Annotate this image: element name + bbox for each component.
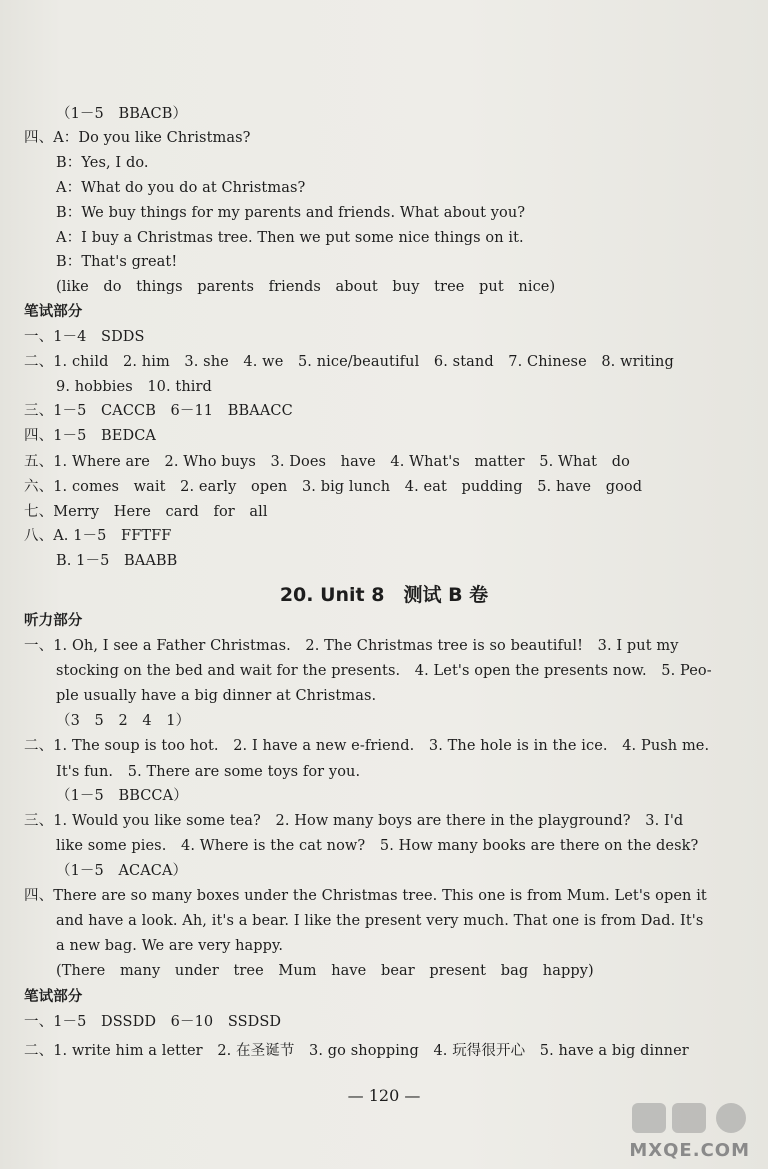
text-line: It's fun. 5. There are some toys for you. xyxy=(56,764,361,780)
text-line: 二、1. child 2. him 3. she 4. we 5. nice/beautiful 6. stand 7. Chinese 8. writing xyxy=(24,354,674,370)
text-line: B：That's great! xyxy=(56,254,178,270)
text-line: 一、1. Oh, I see a Father Christmas. 2. The Christmas tree is so beautiful! 3. I put my xyxy=(24,638,679,654)
text-line: 四、There are so many boxes under the Christmas tree. This one is from Mum. Let's open it xyxy=(24,888,707,904)
text-line: 三、1－5 CACCB 6－11 BBAACC xyxy=(24,403,293,419)
section-title: 20. Unit 8 测试 B 卷 xyxy=(279,584,489,606)
text-line: stocking on the bed and wait for the presents. 4. Let's open the presents now. 5. Peo- xyxy=(56,663,712,679)
section-heading: 听力部分 xyxy=(24,613,83,629)
text-line: ple usually have a big dinner at Christmas. xyxy=(56,688,377,704)
text-line: （1－5 ACACA） xyxy=(56,863,188,879)
text-line: like some pies. 4. Where is the cat now? 5. How many books are there on the desk? xyxy=(56,838,699,854)
text-line: and have a look. Ah, it's a bear. I like the present very much. That one is from Dad. It's xyxy=(56,913,704,929)
text-line: 四、A：Do you like Christmas? xyxy=(24,130,251,146)
text-line: （3 5 2 4 1） xyxy=(56,713,191,729)
text-line: 二、1. The soup is too hot. 2. I have a new e-friend. 3. The hole is in the ice. 4. Push me. xyxy=(24,738,710,754)
text-line: a new bag. We are very happy. xyxy=(56,938,284,954)
text-line: 9. hobbies 10. third xyxy=(56,379,212,395)
text-line: 七、Merry Here card for all xyxy=(24,504,268,520)
text-line: A：What do you do at Christmas? xyxy=(56,180,306,196)
text-line: A：I buy a Christmas tree. Then we put some nice things on it. xyxy=(56,230,524,246)
page-number: — 120 — xyxy=(347,1086,421,1105)
text-line: (There many under tree Mum have bear present bag happy) xyxy=(56,963,594,979)
text-line: 二、1. write him a letter 2. 在圣诞节 3. go shopping 4. 玩得很开心 5. have a big dinner xyxy=(24,1043,689,1059)
text-line: 一、1－5 DSSDD 6－10 SSDSD xyxy=(24,1014,282,1030)
text-line: B：Yes, I do. xyxy=(56,155,149,171)
section-heading: 笔试部分 xyxy=(24,989,83,1005)
text-line: 四、1－5 BEDCA xyxy=(24,428,156,444)
text-line: （1－5 BBCCA） xyxy=(56,788,188,804)
text-line: B. 1－5 BAABB xyxy=(56,553,178,569)
text-line: B：We buy things for my parents and friends. What about you? xyxy=(56,205,526,221)
text-line: (like do things parents friends about buy tree put nice) xyxy=(56,279,556,295)
text-line: 一、1－4 SDDS xyxy=(24,329,145,345)
text-line: （1－5 BBACB） xyxy=(56,106,188,122)
text-line: 三、1. Would you like some tea? 2. How many boys are there in the playground? 3. I'd xyxy=(24,813,684,829)
text-line: 八、A. 1－5 FFTFF xyxy=(24,528,172,544)
section-heading: 笔试部分 xyxy=(24,304,83,320)
text-line: 五、1. Where are 2. Who buys 3. Does have 4. What's matter 5. What do xyxy=(24,454,630,470)
text-line: 六、1. comes wait 2. early open 3. big lunch 4. eat pudding 5. have good xyxy=(24,479,643,495)
watermark-text: MXQE.COM xyxy=(629,1140,750,1161)
